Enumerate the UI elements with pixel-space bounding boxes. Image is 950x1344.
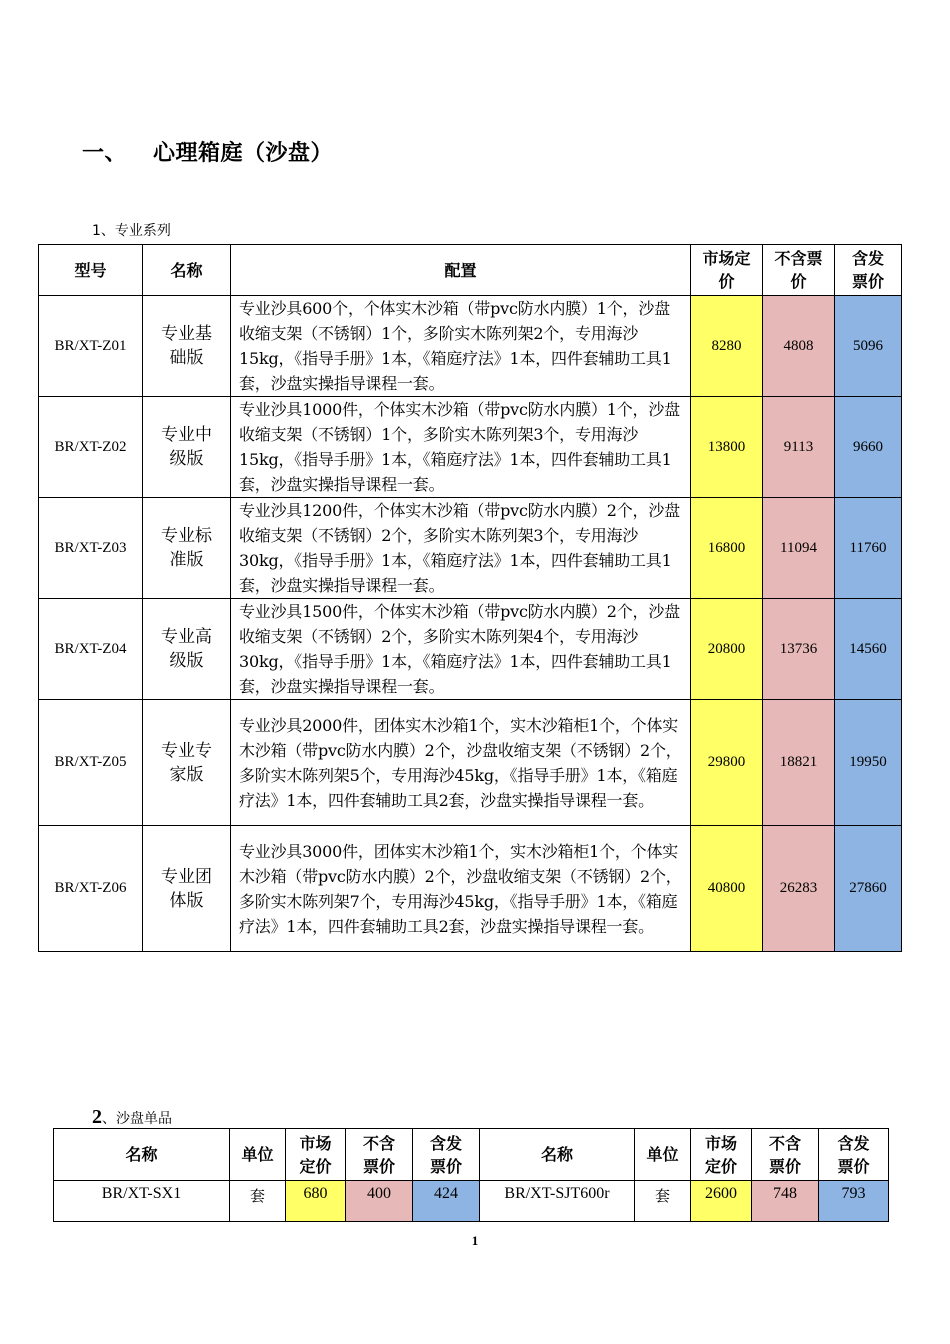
with-invoice-price: 19950 [835, 700, 902, 826]
market-price: 40800 [691, 826, 763, 952]
item-market-price: 2600 [691, 1181, 752, 1222]
with-invoice-price: 11760 [835, 498, 902, 599]
product-name: 专业标准版 [143, 498, 231, 599]
header-no-invoice-price: 不含票价 [752, 1129, 819, 1181]
subsection-label: 、沙盘单品 [102, 1111, 172, 1127]
table-row [39, 599, 902, 700]
subsection-number: 2 [92, 1106, 102, 1128]
product-name: 专业基础版 [143, 296, 231, 397]
market-price: 8280 [691, 296, 763, 397]
item-unit: 套 [635, 1181, 691, 1222]
product-model: BR/XT-Z02 [39, 397, 143, 498]
market-price: 20800 [691, 599, 763, 700]
product-config: 专业沙具1000件，个体实木沙箱（带pvc防水内膜）1个，沙盘收缩支架（不锈钢）1个，多阶实木陈列架3个，专用海沙15kg，《指导手册》1本，《箱庭疗法》1本，四件套辅助工具1套，沙盘实操指导课程一套。 [231, 397, 691, 498]
product-config: 专业沙具2000件，团体实木沙箱1个，实木沙箱柜1个，个体实木沙箱（带pvc防水内膜）2个，沙盘收缩支架（不锈钢）2个，多阶实木陈列架5个，专用海沙45kg，《指导手册》1本，《箱庭疗法》1本，四件套辅助工具2套，沙盘实操指导课程一套。 [231, 700, 691, 826]
item-unit: 套 [230, 1181, 286, 1222]
sandplay-items-table [53, 1128, 889, 1222]
table-row [39, 296, 902, 397]
header-no-invoice-price: 不含票价 [346, 1129, 413, 1181]
no-invoice-price: 9113 [763, 397, 835, 498]
item-name: BR/XT-SJT600r [480, 1181, 635, 1222]
no-invoice-price: 26283 [763, 826, 835, 952]
market-price: 16800 [691, 498, 763, 599]
header-market-price: 市场定价 [691, 245, 763, 296]
table-row [39, 498, 902, 599]
item-with-invoice-price: 424 [413, 1181, 480, 1222]
product-name: 专业高级版 [143, 599, 231, 700]
product-config: 专业沙具3000件，团体实木沙箱1个，实木沙箱柜1个，个体实木沙箱（带pvc防水内膜）2个，沙盘收缩支架（不锈钢）2个，多阶实木陈列架7个，专用海沙45kg，《指导手册》1本，《箱庭疗法》1本，四件套辅助工具2套，沙盘实操指导课程一套。 [231, 826, 691, 952]
section-heading [82, 136, 333, 167]
item-with-invoice-price: 793 [819, 1181, 889, 1222]
no-invoice-price: 4808 [763, 296, 835, 397]
header-model: 型号 [39, 245, 143, 296]
product-model: BR/XT-Z04 [39, 599, 143, 700]
product-name: 专业专家版 [143, 700, 231, 826]
product-model: BR/XT-Z01 [39, 296, 143, 397]
header-config: 配置 [231, 245, 691, 296]
header-with-invoice-price: 含发票价 [413, 1129, 480, 1181]
product-config: 专业沙具1500件，个体实木沙箱（带pvc防水内膜）2个，沙盘收缩支架（不锈钢）2个，多阶实木陈列架4个，专用海沙30kg，《指导手册》1本，《箱庭疗法》1本，四件套辅助工具1套，沙盘实操指导课程一套。 [231, 599, 691, 700]
table-header-row [39, 245, 902, 296]
item-no-invoice-price: 748 [752, 1181, 819, 1222]
with-invoice-price: 9660 [835, 397, 902, 498]
no-invoice-price: 13736 [763, 599, 835, 700]
header-name: 名称 [480, 1129, 635, 1181]
with-invoice-price: 14560 [835, 599, 902, 700]
market-price: 13800 [691, 397, 763, 498]
table-header-row [54, 1129, 889, 1181]
product-model: BR/XT-Z05 [39, 700, 143, 826]
table-row [39, 397, 902, 498]
page-number: 1 [471, 1233, 479, 1248]
heading-title: 心理箱庭（沙盘） [153, 141, 334, 166]
table-row [39, 700, 902, 826]
header-with-invoice-price: 含发票价 [835, 245, 902, 296]
header-unit: 单位 [635, 1129, 691, 1181]
product-name: 专业团体版 [143, 826, 231, 952]
header-name: 名称 [54, 1129, 230, 1181]
market-price: 29800 [691, 700, 763, 826]
item-market-price: 680 [286, 1181, 346, 1222]
with-invoice-price: 27860 [835, 826, 902, 952]
no-invoice-price: 18821 [763, 700, 835, 826]
product-model: BR/XT-Z03 [39, 498, 143, 599]
header-name: 名称 [143, 245, 231, 296]
product-name: 专业中级版 [143, 397, 231, 498]
no-invoice-price: 11094 [763, 498, 835, 599]
header-market-price: 市场定价 [691, 1129, 752, 1181]
product-model: BR/XT-Z06 [39, 826, 143, 952]
professional-series-table [38, 244, 902, 952]
header-no-invoice-price: 不含票价 [763, 245, 835, 296]
product-config: 专业沙具1200件，个体实木沙箱（带pvc防水内膜）2个，沙盘收缩支架（不锈钢）2个，多阶实木陈列架3个，专用海沙30kg，《指导手册》1本，《箱庭疗法》1本，四件套辅助工具1套，沙盘实操指导课程一套。 [231, 498, 691, 599]
header-with-invoice-price: 含发票价 [819, 1129, 889, 1181]
subsection-sandplay-items [92, 1106, 172, 1129]
header-market-price: 市场定价 [286, 1129, 346, 1181]
item-name: BR/XT-SX1 [54, 1181, 230, 1222]
heading-number: 一、 [82, 141, 128, 166]
table-row [54, 1181, 889, 1222]
header-unit: 单位 [230, 1129, 286, 1181]
item-no-invoice-price: 400 [346, 1181, 413, 1222]
subsection-professional-series: 1、专业系列 [92, 223, 171, 239]
table-row [39, 826, 902, 952]
with-invoice-price: 5096 [835, 296, 902, 397]
product-config: 专业沙具600个，个体实木沙箱（带pvc防水内膜）1个，沙盘收缩支架（不锈钢）1个，多阶实木陈列架2个，专用海沙15kg，《指导手册》1本，《箱庭疗法》1本，四件套辅助工具1套，沙盘实操指导课程一套。 [231, 296, 691, 397]
